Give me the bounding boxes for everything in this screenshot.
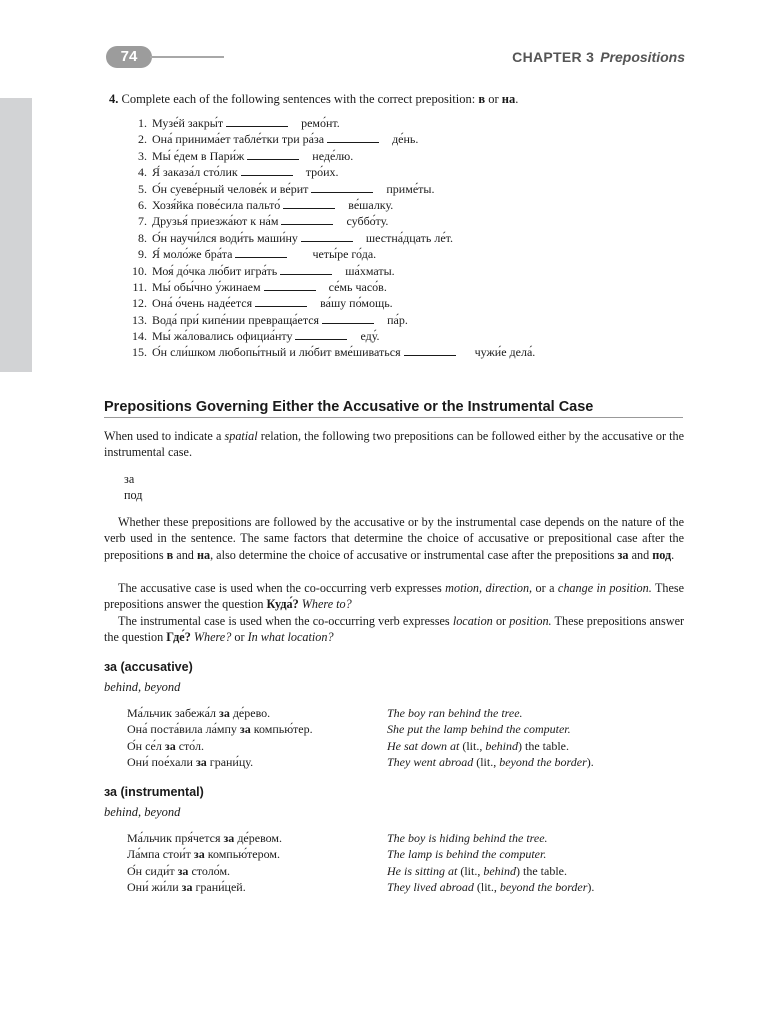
example-en-part-1: The boy ran behind the tree. (387, 706, 523, 720)
exercise-item-text-after: еду́. (360, 329, 380, 344)
example-en-part-3: behind (485, 738, 519, 753)
para4-question: Где́? (166, 630, 191, 645)
example-russian (127, 863, 230, 879)
za-instrumental-meaning: behind, beyond (104, 805, 181, 819)
paragraph-instrumental-use (104, 613, 684, 646)
example-en-part-2: (lit., (476, 754, 497, 769)
para2-text-1: Whether these prepositions are followed by the accusative or by the instrumental case depends on the nature of the verb used in the sentence. The same factors that determine the choice of accusative or prepositional case after the prepositions (104, 515, 684, 562)
example-ru-preposition: за (164, 738, 176, 753)
exercise-item (124, 181, 684, 197)
intro-text-1: When used to indicate a (104, 429, 222, 443)
example-russian (127, 754, 253, 770)
section-title: Prepositions Governing Either the Accusative or the Instrumental Case (104, 399, 683, 418)
para4-text-1: The instrumental case is used when the co-occurring verb expresses (118, 614, 450, 628)
exercise-item-text-before: О́н сли́шком любопы́тный и лю́бит вме́шиваться (152, 345, 401, 360)
para4-text-2: These prepositions answer the question (104, 614, 685, 645)
exercise-item (124, 328, 684, 344)
example-ru-part-1: Они́ пое́хали (127, 754, 193, 769)
example-ru-part-2: де́рево. (232, 706, 271, 720)
running-header (512, 49, 685, 65)
example-ru-part-2: де́ревом. (237, 831, 283, 845)
exercise-item-text-before: Мы́ е́дем в Пари́ж (152, 148, 245, 163)
para2-and-1: and (176, 547, 194, 562)
example-ru-preposition: за (181, 879, 193, 894)
answer-blank[interactable] (322, 313, 374, 324)
exercise-item-text-after: де́нь. (392, 132, 419, 147)
exercise-instruction-text: Complete each of the following sentences with the correct preposition: (121, 92, 476, 106)
exercise-item-text-before: Я́ заказа́л сто́лик (152, 165, 238, 180)
exercise-item-text-after: шестна́дцать ле́т. (365, 230, 454, 245)
example-ru-part-1: Они́ жи́ли (127, 879, 179, 894)
za-accusative-examples (127, 705, 687, 770)
exercise-item (124, 279, 684, 295)
example-english (387, 830, 548, 846)
answer-blank[interactable] (226, 116, 288, 127)
answer-blank[interactable] (264, 280, 316, 291)
example-ru-part-2: компью́тер. (253, 722, 313, 737)
para4-emphasis-1: location (452, 614, 493, 628)
para3-emphasis-3: Where to? (301, 597, 352, 612)
example-en-part-1: He sat down at (387, 738, 460, 753)
exercise-item (124, 164, 684, 180)
exercise-item-text-after: чужи́е дела́. (474, 345, 536, 360)
intro-paragraph (104, 428, 684, 461)
exercise-item (124, 230, 684, 246)
example-russian (127, 721, 313, 737)
exercise-item-text-before: Она́ принима́ет табле́тки три ра́за (152, 132, 325, 147)
exercise-item-text-after: ремо́нт. (301, 116, 340, 130)
exercise-item-number: 6. (138, 197, 147, 212)
exercise-item-number: 7. (138, 214, 147, 229)
example-ru-preposition: за (219, 706, 230, 720)
exercise-item-number: 4. (138, 165, 147, 180)
para3-or: or a (535, 581, 555, 595)
para3-emphasis-2: change in position. (557, 581, 652, 595)
example-ru-part-2: столо́м. (191, 863, 231, 878)
exercise-item-text-after: ва́шу по́мощь. (320, 296, 393, 311)
example-en-part-1: She put the lamp behind the computer. (387, 722, 571, 737)
exercise-item-text-after: суббо́ту. (346, 214, 389, 229)
example-english (387, 738, 569, 754)
answer-blank[interactable] (311, 182, 373, 193)
example-english (387, 846, 546, 862)
example-row (127, 830, 687, 846)
paragraph-accusative-use (104, 580, 684, 613)
exercise-item (124, 312, 684, 328)
example-ru-part-1: Ла́мпа стои́т (127, 847, 191, 862)
example-ru-part-2: грани́цу. (209, 754, 254, 769)
answer-blank[interactable] (247, 149, 299, 160)
example-russian (127, 705, 270, 721)
para4-emphasis-3: Where? (193, 630, 232, 645)
za-instrumental-examples (127, 830, 687, 895)
intro-text-2: relation, the following two prepositions can be followed either by the accusative or the instrumental case. (104, 429, 685, 460)
example-en-part-4: ) the table. (516, 863, 567, 878)
example-russian (127, 738, 204, 754)
exercise-item (124, 197, 684, 213)
exercise-item-text-after: па́р. (387, 312, 408, 327)
example-ru-part-1: О́н се́л (127, 738, 162, 753)
exercise-item-text-after: четы́ре го́да. (312, 247, 377, 262)
answer-blank[interactable] (281, 214, 333, 225)
example-en-part-2: (lit., (460, 863, 481, 878)
exercise-number: 4. (109, 92, 119, 106)
exercise-item-number: 11. (132, 279, 147, 294)
exercise-option-end: . (515, 92, 519, 106)
answer-blank[interactable] (327, 132, 379, 143)
exercise-item (124, 344, 684, 360)
example-ru-part-2: компью́тером. (207, 847, 280, 862)
exercise-item-text-after: неде́лю. (312, 148, 354, 163)
exercise-option-a: в (478, 92, 486, 106)
exercise-item-text-before: Друзья́ приезжа́ют к на́м (152, 214, 279, 229)
example-row (127, 754, 687, 770)
exercise-item-text-before: Мы́ обы́чно у́жинаем (152, 279, 261, 294)
exercise-item-number: 14. (132, 329, 147, 344)
example-russian (127, 846, 280, 862)
exercise-item (124, 295, 684, 311)
exercise-item-text-before: Хозя́йка пове́сила пальто́ (152, 197, 281, 212)
example-english (387, 705, 523, 721)
exercise-item (124, 213, 684, 229)
example-en-part-1: They lived abroad (387, 879, 474, 894)
exercise-item-number: 10. (132, 263, 147, 278)
example-english (387, 863, 567, 879)
answer-blank[interactable] (295, 329, 347, 340)
example-en-part-3: beyond the border (499, 754, 587, 769)
para4-or-2: or (234, 630, 245, 645)
example-en-part-4: ). (587, 879, 595, 894)
para2-prep-v: в (166, 547, 174, 562)
para3-question: Куда́? (266, 597, 299, 612)
paragraph-determining-case (104, 514, 684, 563)
example-row (127, 705, 687, 721)
exercise-item-number: 8. (138, 230, 147, 245)
exercise-item-number: 5. (138, 181, 147, 196)
example-ru-part-1: О́н сиди́т (127, 863, 175, 878)
preposition-pod: под (124, 488, 143, 502)
example-ru-part-2: сто́л. (178, 738, 204, 753)
exercise-item (124, 263, 684, 279)
para2-prep-na: на (196, 547, 211, 562)
exercise-item-number: 13. (132, 312, 147, 327)
exercise-item-text-before: Она́ о́чень наде́ется (152, 296, 253, 311)
exercise-instruction (109, 92, 709, 107)
example-en-part-2: (lit., (476, 879, 497, 894)
example-en-part-2: (lit., (462, 738, 483, 753)
exercise-item (124, 131, 684, 147)
example-en-part-1: He is sitting at (387, 863, 458, 878)
intro-emphasis: spatial (224, 429, 258, 443)
exercise-item-text-before: О́н суеве́рный челове́к и ве́рит (152, 181, 309, 196)
example-russian (127, 879, 246, 895)
exercise-item-text-after: тро́их. (305, 165, 339, 180)
preposition-za: за (124, 472, 135, 486)
exercise-item-text-after: ве́шалку. (348, 197, 394, 212)
answer-blank[interactable] (255, 296, 307, 307)
example-row (127, 738, 687, 754)
example-ru-preposition: за (177, 863, 189, 878)
chapter-title: Prepositions (600, 49, 685, 65)
chapter-label: CHAPTER 3 (512, 49, 595, 65)
example-ru-part-1: Ма́льчик забежа́л (127, 706, 216, 720)
example-row (127, 879, 687, 895)
para2-text-2: , also determine the choice of accusative or instrumental case after the prepositions (210, 547, 615, 562)
example-en-part-3: behind (483, 863, 517, 878)
example-en-part-1: The lamp is behind the computer. (387, 847, 547, 862)
answer-blank[interactable] (301, 231, 353, 242)
chapter-side-tab (0, 98, 32, 372)
answer-blank[interactable] (404, 345, 456, 356)
example-en-part-1: They went abroad (387, 754, 474, 769)
za-accusative-title: за (accusative) (104, 660, 193, 674)
para4-or: or (495, 614, 507, 628)
exercise-item-text-before: Моя́ до́чка лю́бит игра́ть (152, 263, 278, 278)
exercise-item (124, 148, 684, 164)
para2-end: . (671, 547, 675, 562)
example-en-part-3: beyond the border (499, 879, 588, 894)
example-en-part-1: The boy is hiding behind the tree. (387, 831, 548, 845)
exercise-item-text-after: ша́хматы. (345, 263, 395, 278)
example-ru-preposition: за (195, 754, 207, 769)
para3-emphasis-1: motion, direction, (445, 581, 533, 595)
example-ru-part-2: грани́цей. (195, 879, 246, 894)
exercise-item-text-before: Музе́й закры́т (152, 116, 224, 130)
example-ru-preposition: за (239, 722, 251, 737)
answer-blank[interactable] (235, 247, 287, 258)
exercise-option-or: or (488, 92, 499, 106)
example-english (387, 754, 594, 770)
example-en-part-4: ) the table. (518, 738, 569, 753)
za-instrumental-title: за (instrumental) (104, 785, 204, 799)
para4-emphasis-2: position. (509, 614, 552, 628)
example-row (127, 721, 687, 737)
page-number: 74 (106, 46, 152, 68)
para2-prep-za: за (617, 547, 629, 562)
exercise-item-text-before: Вода́ при́ кипе́нии превраща́ется (152, 312, 320, 327)
answer-blank[interactable] (280, 264, 332, 275)
exercise-item-text-before: О́н научи́лся води́ть маши́ну (152, 230, 298, 245)
header-rule (150, 56, 224, 58)
exercise-item-text-before: Я́ моло́же бра́та (152, 247, 233, 262)
exercise-item-number: 3. (138, 148, 147, 163)
answer-blank[interactable] (241, 165, 293, 176)
exercise-item-number: 12. (132, 296, 147, 311)
exercise-item-text-after: се́мь часо́в. (328, 279, 387, 294)
za-accusative-meaning: behind, beyond (104, 680, 181, 694)
example-row (127, 863, 687, 879)
para2-and-2: and (631, 547, 650, 562)
para3-text-2: These prepositions answer the question (104, 581, 685, 612)
example-russian (127, 830, 282, 846)
para3-text-1: The accusative case is used when the co-occurring verb expresses (118, 581, 442, 595)
example-ru-preposition: за (193, 847, 205, 862)
example-en-part-4: ). (586, 754, 594, 769)
exercise-item-number: 15. (132, 345, 147, 360)
exercise-item-number: 9. (138, 247, 147, 262)
example-ru-part-1: Ма́льчик пря́чется (127, 831, 221, 845)
exercise-item (124, 246, 684, 262)
para2-prep-pod: под (652, 547, 672, 562)
example-ru-preposition: за (223, 831, 235, 845)
exercise-item-number: 2. (138, 132, 147, 147)
answer-blank[interactable] (283, 198, 335, 209)
exercise-item-number: 1. (138, 116, 147, 130)
example-english (387, 721, 571, 737)
para4-emphasis-4: In what location? (247, 630, 334, 645)
exercise-item (124, 115, 684, 131)
example-ru-part-1: Она́ поста́вила ла́мпу (127, 722, 237, 737)
example-row (127, 846, 687, 862)
exercise-item-text-before: Мы́ жа́ловались официа́нту (152, 329, 293, 344)
exercise-option-b: на (501, 92, 516, 106)
exercise-item-text-after: приме́ты. (386, 181, 435, 196)
example-english (387, 879, 594, 895)
exercise-list (124, 115, 684, 361)
